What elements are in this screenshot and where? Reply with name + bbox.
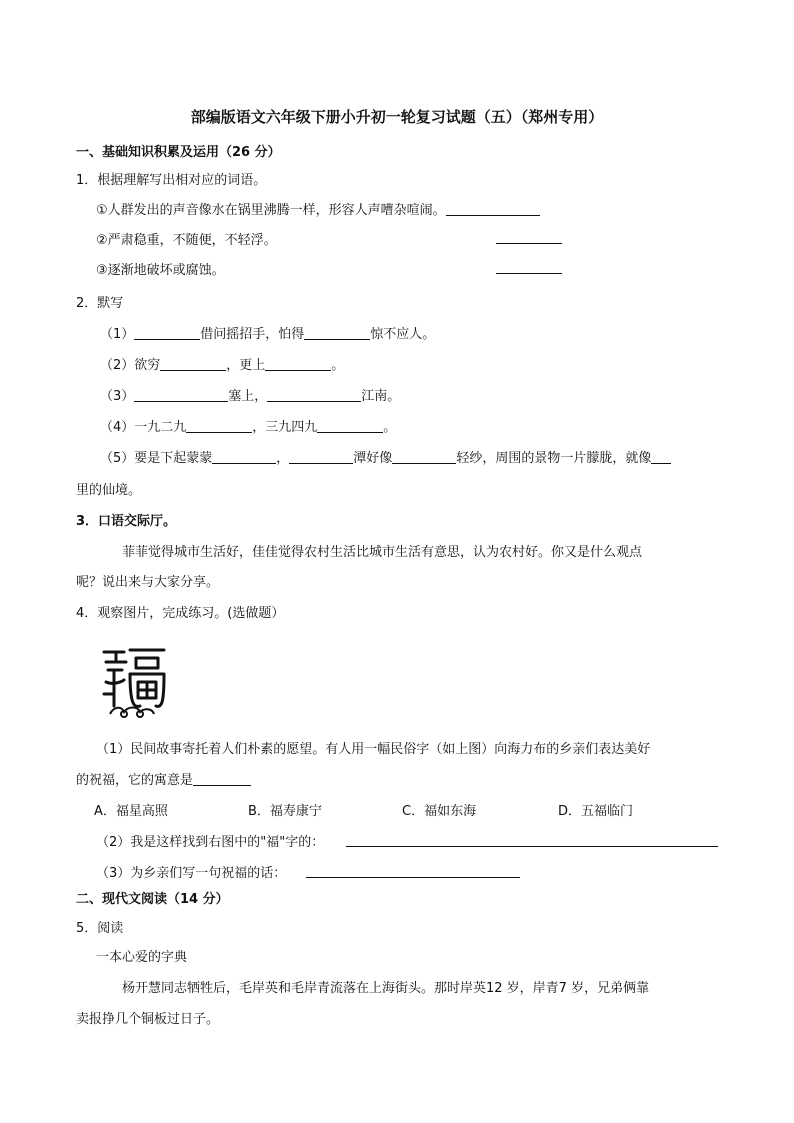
answer-blank[interactable]: [496, 243, 562, 244]
q2-line-3-text-end: 江南。: [361, 389, 401, 404]
q1-item-3: ③逐渐地破坏或腐蚀。: [96, 263, 225, 278]
q2-line-1-text: 借问摇招手，怕得: [200, 327, 305, 342]
fu-character-image: [100, 644, 168, 720]
answer-blank[interactable]: [193, 771, 251, 786]
q4-sub-1-line-1: （1）民间故事寄托着人们朴素的愿望。有人用一幅民俗字（如上图）向海力布的乡亲们表达美好: [96, 742, 651, 757]
q2-line-5-text-tail: 轻纱，周围的景物一片朦胧，就像: [456, 451, 652, 466]
option-c[interactable]: C．福如东海: [402, 804, 477, 819]
page-title: 部编版语文六年级下册小升初一轮复习试题（五）（郑州专用）: [190, 108, 604, 126]
q3-paragraph-line-2: 呢？说出来与大家分享。: [76, 575, 220, 590]
q2-line-4-text-mid: ，三九四九: [252, 420, 318, 435]
q2-line-2-text: （2）欲穷: [100, 358, 161, 373]
question-5-stem: 5．阅读: [76, 921, 124, 936]
answer-blank[interactable]: [267, 387, 361, 402]
question-3-stem: 3．口语交际厅。: [76, 514, 177, 529]
q2-line-5: [100, 447, 671, 466]
question-2-stem: 2．默写: [76, 296, 124, 311]
q3-paragraph-line-1: 菲菲觉得城市生活好，佳佳觉得农村生活比城市生活有意思，认为农村好。你又是什么观点: [122, 545, 643, 560]
q2-line-2: [100, 354, 344, 373]
question-4-stem: 4．观察图片，完成练习。(选做题）: [76, 606, 285, 621]
q1-item-1-text: ①人群发出的声音像水在锅里沸腾一样，形容人声嘈杂喧闹。: [96, 203, 446, 218]
answer-blank[interactable]: [134, 325, 200, 340]
q2-line-4-text: （4）一九二九: [100, 420, 187, 435]
answer-blank[interactable]: [651, 449, 671, 464]
q2-line-1: [100, 323, 435, 342]
q4-sub-3: （3）为乡亲们写一句祝福的话：: [96, 866, 287, 881]
article-paragraph-line-1: 杨开慧同志牺牲后，毛岸英和毛岸青流落在上海街头。那时岸英12 岁，岸青7 岁，兄弟俩靠: [122, 981, 650, 996]
answer-blank[interactable]: [392, 449, 456, 464]
option-b[interactable]: B．福寿康宁: [248, 804, 322, 819]
q4-sub-2: （2）我是这样找到右图中的"福"字的：: [96, 835, 325, 850]
answer-line[interactable]: [306, 877, 520, 878]
q4-sub-1-text: 的祝福，它的寓意是: [76, 773, 194, 788]
answer-blank[interactable]: [160, 356, 226, 371]
answer-blank[interactable]: [186, 418, 252, 433]
q2-line-2-text-end: 。: [331, 358, 345, 373]
q2-line-5-comma: ，: [276, 451, 290, 466]
q2-line-5-text-mid: 潭好像: [353, 451, 393, 466]
q2-line-3: [100, 385, 400, 404]
option-d[interactable]: D．五福临门: [558, 804, 634, 819]
question-1-stem: 1．根据理解写出相对应的词语。: [76, 173, 267, 188]
answer-blank[interactable]: [496, 273, 562, 274]
answer-blank[interactable]: [212, 449, 276, 464]
q2-line-4-text-end: 。: [383, 420, 397, 435]
q2-line-3-text: 塞上，: [228, 389, 268, 404]
section-heading-1: 一、基础知识积累及运用（26 分）: [76, 145, 281, 160]
q2-line-5-text: （5）要是下起蒙蒙: [100, 451, 213, 466]
answer-blank[interactable]: [446, 201, 540, 216]
q1-item-1: [96, 199, 540, 218]
q4-sub-1-line-2: [76, 769, 251, 788]
q2-line-1-text-end: 惊不应人。: [370, 327, 436, 342]
answer-blank[interactable]: [317, 418, 383, 433]
answer-blank[interactable]: [304, 325, 370, 340]
q2-line-5-cont: 里的仙境。: [76, 483, 142, 498]
answer-blank[interactable]: [265, 356, 331, 371]
option-a[interactable]: A．福星高照: [94, 804, 168, 819]
answer-line[interactable]: [346, 846, 718, 847]
q2-line-4: [100, 416, 396, 435]
article-title: 一本心爱的字典: [96, 950, 188, 965]
q2-line-3-label: （3）: [100, 389, 135, 404]
answer-blank[interactable]: [134, 387, 228, 402]
answer-blank[interactable]: [289, 449, 353, 464]
section-heading-2: 二、现代文阅读（14 分）: [76, 892, 229, 907]
q2-line-2-text-mid: ，更上: [226, 358, 266, 373]
article-paragraph-line-2: 卖报挣几个铜板过日子。: [76, 1012, 220, 1027]
q1-item-2: ②严肃稳重，不随便，不轻浮。: [96, 233, 277, 248]
q2-line-1-label: （1）: [100, 327, 135, 342]
